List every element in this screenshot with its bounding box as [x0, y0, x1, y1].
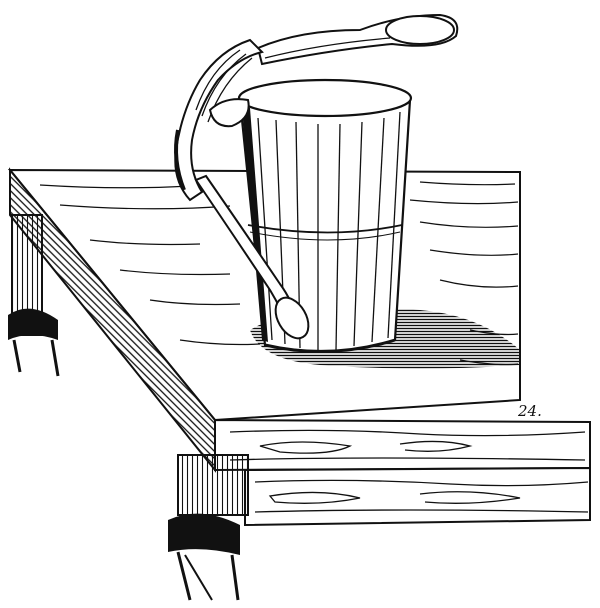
table-side-board: [245, 468, 590, 525]
spoon-end: [386, 16, 454, 44]
table-leg-right: [178, 455, 248, 515]
artist-signature: 24.: [518, 402, 542, 420]
table-front-edge: [215, 420, 590, 470]
drinking-glass: [239, 80, 411, 351]
glass-rim: [239, 80, 411, 116]
table-leg-right-foot: [168, 514, 240, 555]
